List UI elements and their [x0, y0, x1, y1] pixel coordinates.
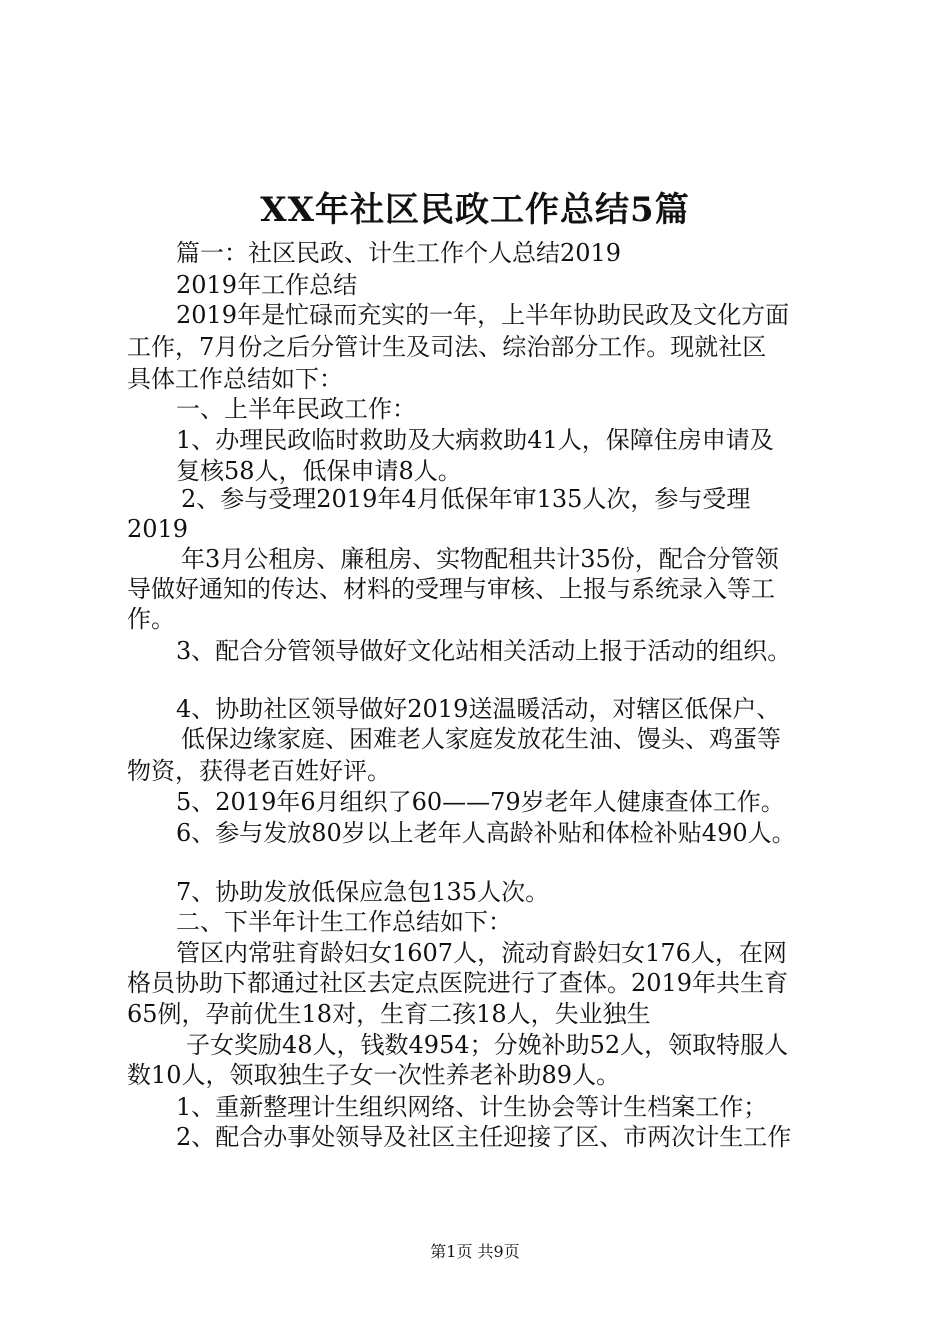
- body-line: 复核58人，低保申请8人。: [176, 457, 462, 485]
- body-line: 低保边缘家庭、困难老人家庭发放花生油、馒头、鸡蛋等: [181, 725, 781, 753]
- body-line: 格员协助下都通过社区去定点医院进行了查体。2019年共生育: [127, 969, 789, 997]
- body-line: 物资，获得老百姓好评。: [127, 757, 391, 785]
- body-line: 2、参与受理2019年4月低保年审135人次，参与受理: [181, 485, 751, 513]
- body-line: 2019: [127, 515, 189, 543]
- body-line: 4、协助社区领导做好2019送温暖活动，对辖区低保户、: [176, 695, 781, 723]
- body-line: 数10人，领取独生子女一次性养老补助89人。: [127, 1061, 621, 1089]
- body-line: 子女奖励48人，钱数4954；分娩补助52人，领取特服人: [186, 1031, 789, 1059]
- body-line: 年3月公租房、廉租房、实物配租共计35份，配合分管领: [181, 545, 779, 573]
- body-line: 1、办理民政临时救助及大病救助41人，保障住房申请及: [176, 426, 774, 454]
- body-line: 作。: [127, 605, 175, 633]
- body-line: 65例，孕前优生18对，生育二孩18人，失业独生: [127, 1000, 651, 1028]
- body-line: 6、参与发放80岁以上老年人高龄补贴和体检补贴490人。: [176, 819, 796, 847]
- body-line: 具体工作总结如下：: [127, 365, 343, 393]
- body-line: 工作，7月份之后分管计生及司法、综治部分工作。现就社区: [127, 333, 767, 361]
- body-line: 二、下半年计生工作总结如下：: [176, 908, 512, 936]
- document-title: XX年社区民政工作总结5篇: [260, 190, 690, 230]
- body-line: 2019年工作总结: [176, 271, 358, 299]
- body-line: 一、上半年民政工作：: [176, 395, 416, 423]
- body-line: 导做好通知的传达、材料的受理与审核、上报与系统录入等工: [127, 575, 775, 603]
- body-line: 2、配合办事处领导及社区主任迎接了区、市两次计生工作: [176, 1123, 792, 1151]
- body-line: 2019年是忙碌而充实的一年，上半年协助民政及文化方面: [176, 301, 790, 329]
- body-line: 管区内常驻育龄妇女1607人，流动育龄妇女176人，在网: [176, 939, 787, 967]
- body-line: 1、重新整理计生组织网络、计生协会等计生档案工作；: [176, 1093, 768, 1121]
- body-line: 5、2019年6月组织了60——79岁老年人健康查体工作。: [176, 788, 785, 816]
- body-line: 7、协助发放低保应急包135人次。: [176, 878, 550, 906]
- page-number-footer: 第1页 共9页: [430, 1242, 520, 1261]
- body-line: 3、配合分管领导做好文化站相关活动上报于活动的组织。: [176, 637, 792, 665]
- body-line: 篇一：社区民政、计生工作个人总结2019: [176, 239, 622, 267]
